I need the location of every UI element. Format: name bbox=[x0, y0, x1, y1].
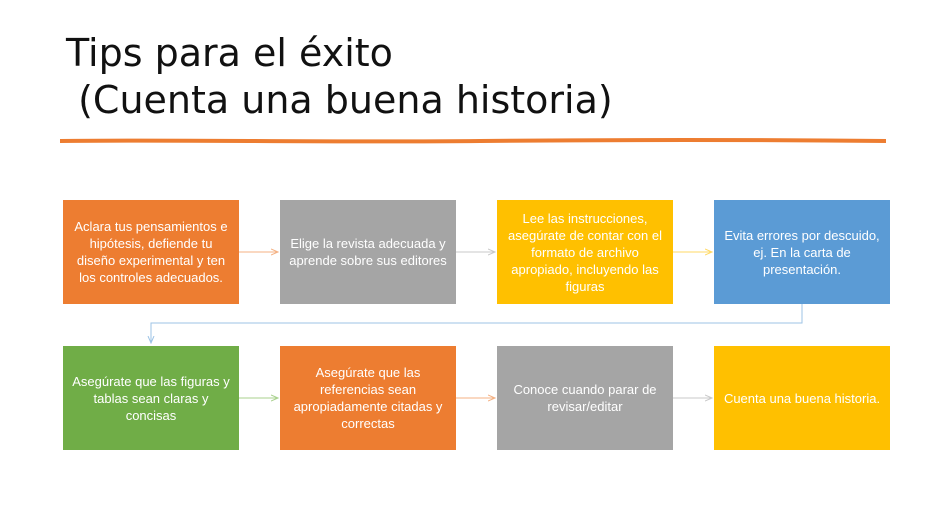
title-line-2: (Cuenta una buena historia) bbox=[66, 78, 613, 122]
step-box-7 bbox=[497, 346, 673, 450]
step-text-7: Conoce cuando parar de revisar/editar bbox=[513, 382, 657, 414]
step-box-2 bbox=[280, 200, 456, 304]
step-box-5 bbox=[63, 346, 239, 450]
slide-title bbox=[66, 30, 613, 124]
title-underline bbox=[60, 138, 886, 144]
step-text-4: Evita errores por descuido, ej. En la carta de presentación. bbox=[724, 227, 880, 277]
step-box-4 bbox=[714, 200, 890, 304]
step-text-5: Asegúrate que las figuras y tablas sean claras y concisas bbox=[72, 373, 230, 423]
step-text-3: Lee las instrucciones, asegúrate de contar con el formato de archivo apropiado, incluyendo las figuras bbox=[508, 210, 662, 294]
step-text-8: Cuenta una buena historia. bbox=[723, 390, 881, 406]
step-box-8 bbox=[714, 346, 890, 450]
step-box-1 bbox=[63, 200, 239, 304]
title-line-1: Tips para el éxito bbox=[66, 31, 393, 75]
step-text-2: Elige la revista adecuada y aprende sobre sus editores bbox=[289, 236, 447, 268]
step-box-6 bbox=[280, 346, 456, 450]
step-box-3 bbox=[497, 200, 673, 304]
arrow-4-5 bbox=[151, 304, 802, 343]
step-text-6: Asegúrate que las referencias sean apropiadamente citadas y correctas bbox=[293, 365, 443, 431]
step-text-1: Aclara tus pensamientos e hipótesis, defiende tu diseño experimental y ten los controles adecuados. bbox=[74, 219, 228, 285]
